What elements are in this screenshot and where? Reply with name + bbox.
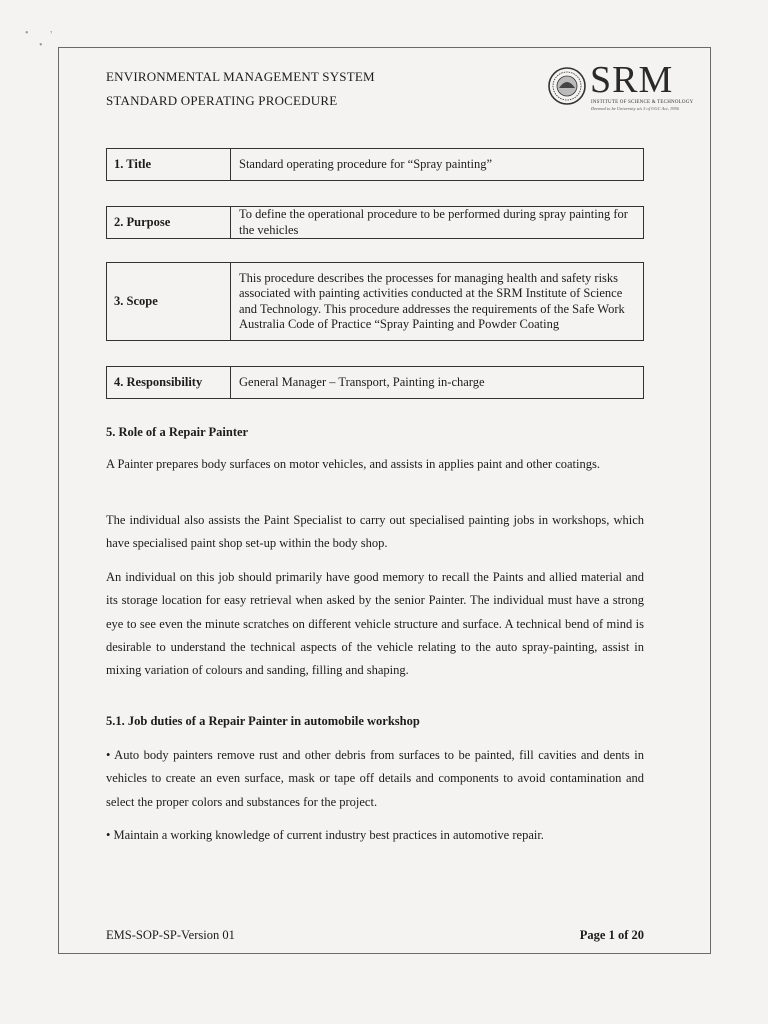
responsibility-label: 4. Responsibility	[107, 367, 231, 398]
role-heading: 5. Role of a Repair Painter	[106, 425, 249, 439]
title-label: 1. Title	[107, 149, 231, 180]
doc-id: EMS-SOP-SP-Version 01	[106, 928, 235, 942]
scope-table	[106, 262, 644, 341]
scan-mark: •	[25, 28, 29, 39]
logo-subtitle-2: Deemed to be University u/s 3 of UGC Act, 1956	[591, 106, 679, 111]
duties-bullet-2: • Maintain a working knowledge of current industry best practices in automotive repair.	[106, 828, 544, 842]
responsibility-value: General Manager – Transport, Painting in-charge	[239, 374, 485, 389]
title-table	[106, 148, 644, 181]
duties-bullet-1: • Auto body painters remove rust and other debris from surfaces to be painted, fill cavities and dents in vehicles to create an even surface, mask or tape off details and components to avoid contamination and select the proper colors and substances for the project.	[106, 748, 644, 809]
purpose-label: 2. Purpose	[107, 207, 231, 238]
scan-mark: •	[39, 40, 43, 51]
srm-logo	[540, 60, 700, 120]
logo-wordmark: SRM	[590, 59, 674, 101]
srm-emblem-icon	[547, 66, 587, 106]
page-prefix: Page	[579, 928, 609, 942]
header-line-2: STANDARD OPERATING PROCEDURE	[106, 93, 338, 108]
title-value: Standard operating procedure for “Spray painting”	[239, 156, 493, 171]
scan-mark: ,	[50, 24, 53, 35]
page-total: of 20	[614, 928, 644, 942]
role-paragraph-3: An individual on this job should primarily have good memory to recall the Paints and allied material and its storage location for easy retrieval when asked by the senior Painter. The individual must have a strong eye to see even the minute scratches on different vehicle structure and surface. A technical bend of mind is desirable to understand the technical aspects of the vehicle relating to the auto spray-painting, assist in mixing variation of colours and sanding, filling and shaping.	[106, 570, 644, 678]
page-current: 1	[608, 928, 615, 942]
page-number	[580, 928, 644, 943]
page-border	[58, 47, 711, 954]
duties-heading: 5.1. Job duties of a Repair Painter in automobile workshop	[106, 714, 420, 728]
purpose-table	[106, 206, 644, 239]
scope-label: 3. Scope	[107, 263, 231, 340]
logo-subtitle: INSTITUTE OF SCIENCE & TECHNOLOGY	[591, 100, 694, 105]
responsibility-table	[106, 366, 644, 399]
role-paragraph-2: The individual also assists the Paint Specialist to carry out specialised painting jobs in workshops, which have specialised paint shop set-up within the body shop.	[106, 513, 644, 551]
header-line-1: ENVIRONMENTAL MANAGEMENT SYSTEM	[106, 69, 375, 84]
scope-value: This procedure describes the processes for managing health and safety risks associated with painting activities conducted at the SRM Institute of Science and Technology. This procedure addresses the requirements of the Safe Work Australia Code of Practice “Spray Painting and Powder Coating	[239, 270, 625, 331]
purpose-value: To define the operational procedure to be performed during spray painting for the vehicles	[239, 207, 628, 237]
role-paragraph-1: A Painter prepares body surfaces on motor vehicles, and assists in applies paint and other coatings.	[106, 457, 600, 471]
